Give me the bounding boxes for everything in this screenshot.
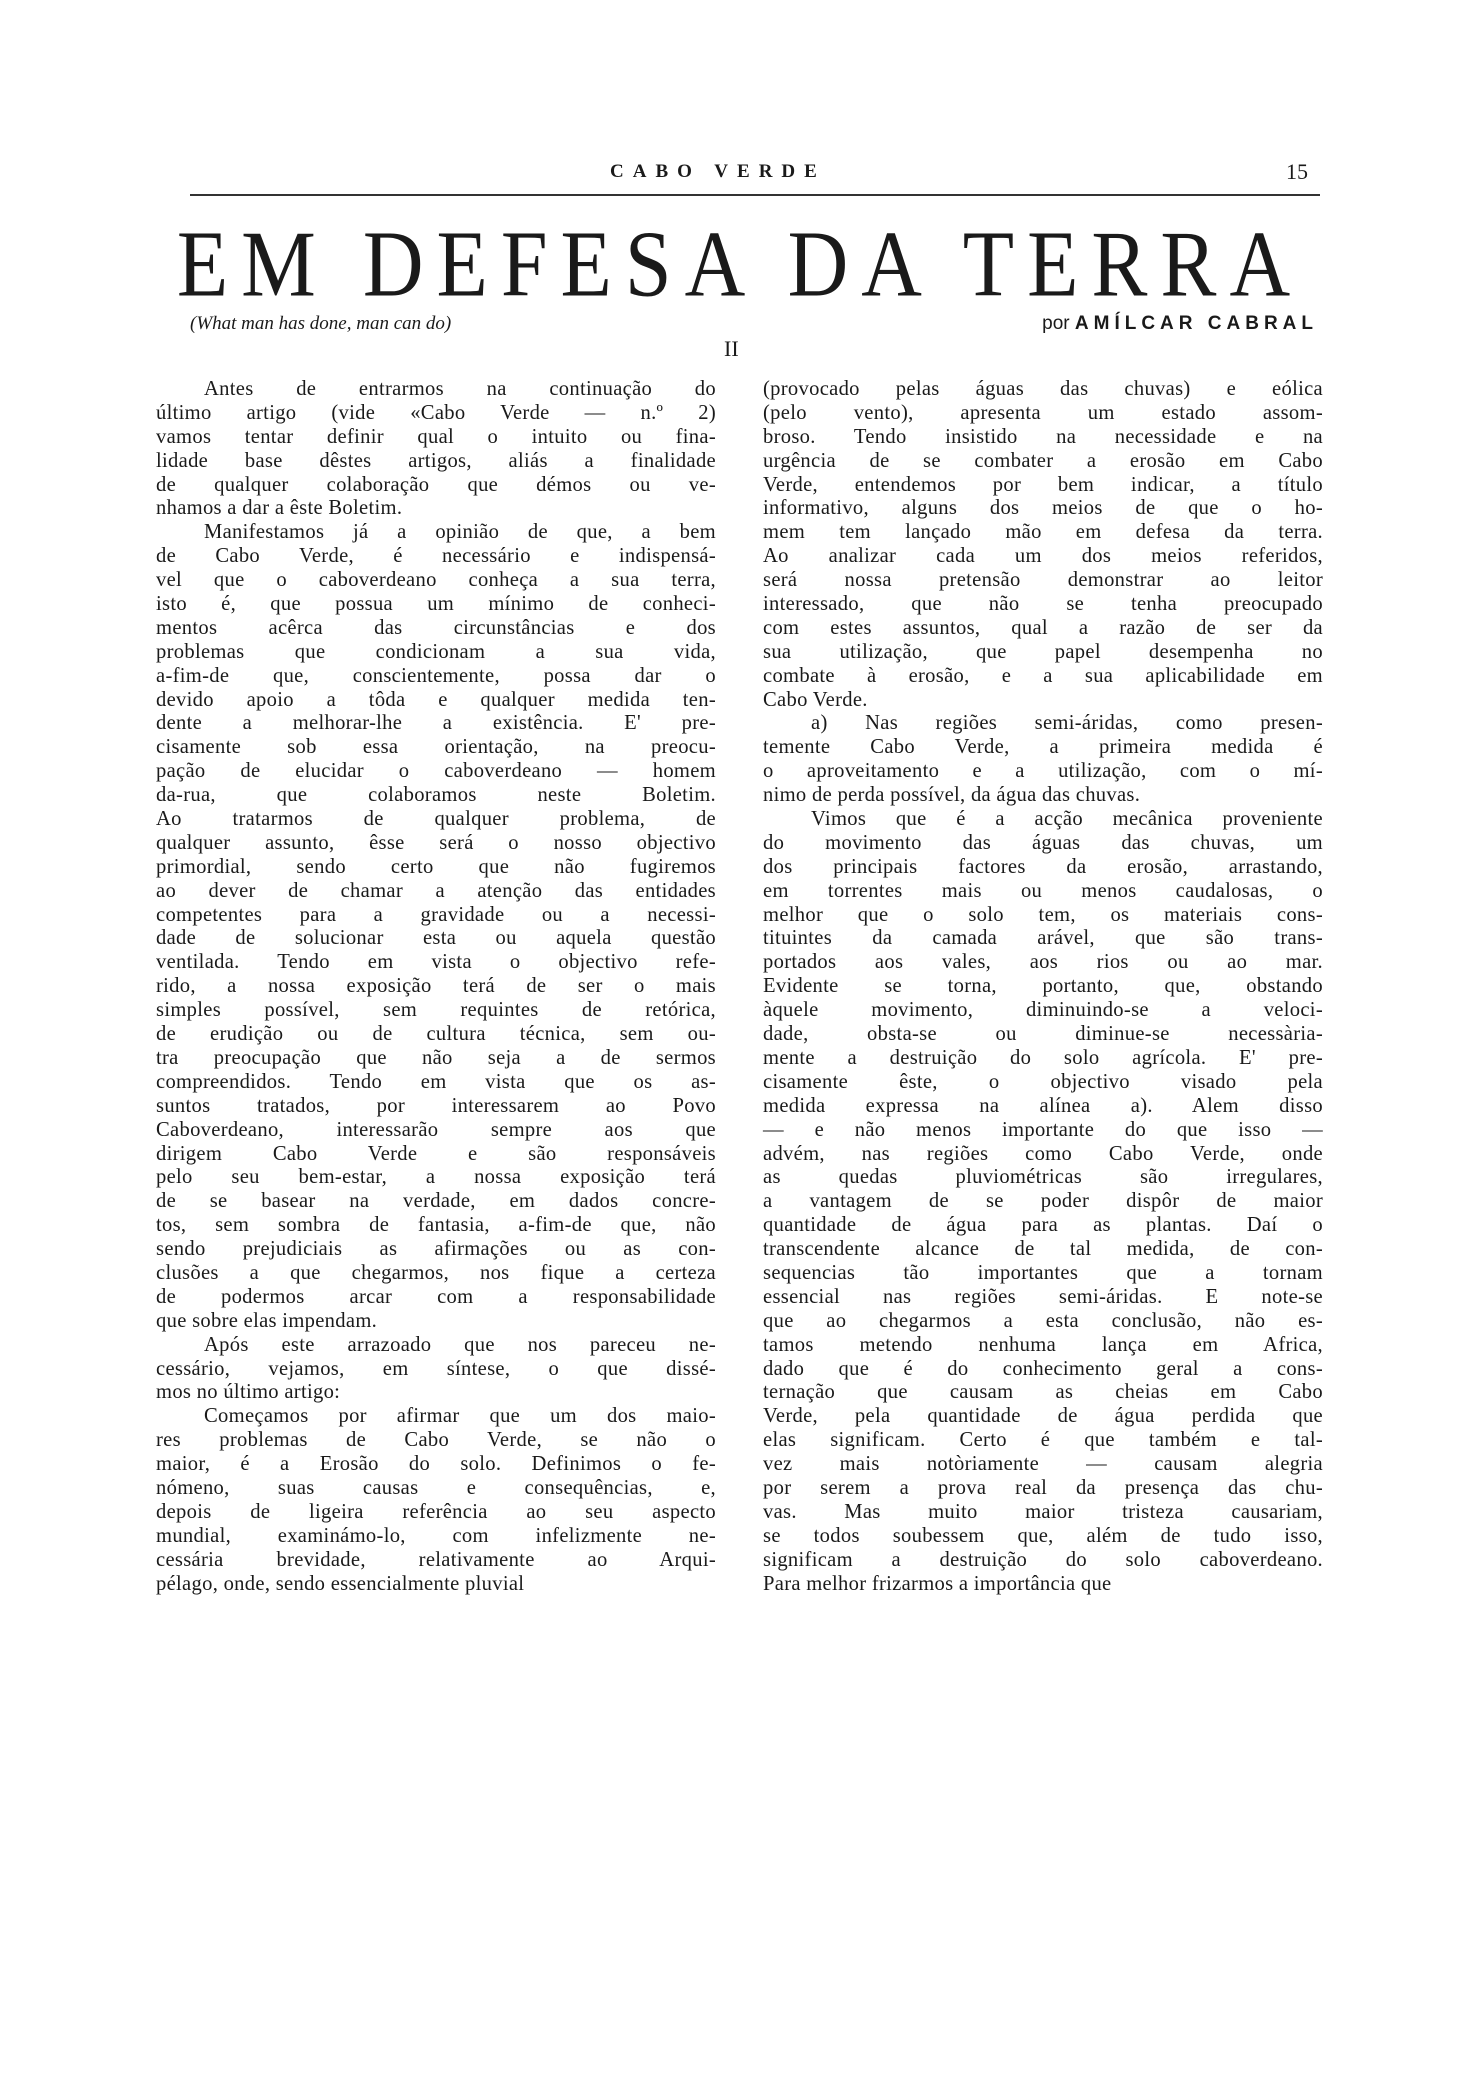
text-line: Antes de entrarmos na continuação do bbox=[204, 378, 716, 400]
page-number: 15 bbox=[1286, 159, 1308, 184]
text-line: interessado, que não se tenha preocupado bbox=[763, 593, 1323, 616]
part-number: II bbox=[724, 336, 739, 361]
text-line: vel que o caboverdeano conheça a sua terra, bbox=[156, 569, 716, 592]
text-line: transcendente alcance de tal medida, de con- bbox=[763, 1238, 1323, 1261]
text-line: que sobre elas impendam. bbox=[156, 1309, 378, 1332]
text-line: medida expressa na alínea a). Alem disso bbox=[763, 1094, 1323, 1117]
text-line: de erudição ou de cultura técnica, sem ou- bbox=[156, 1023, 716, 1046]
text-line: isto é, que possua um mínimo de conheci- bbox=[156, 593, 716, 616]
epigraph: (What man has done, man can do) bbox=[190, 313, 452, 334]
text-line: por serem a prova real da presença das chu- bbox=[763, 1476, 1323, 1499]
text-line: combate à erosão, e a sua aplicabilidade em bbox=[763, 664, 1323, 687]
text-line: a) Nas regiões semi-áridas, como presen- bbox=[811, 712, 1323, 735]
text-line: vez mais notòriamente — causam alegria bbox=[763, 1453, 1323, 1476]
text-line: Ao analizar cada um dos meios referidos, bbox=[763, 545, 1323, 568]
text-line: do movimento das águas das chuvas, um bbox=[763, 831, 1323, 854]
text-line: Cabo Verde. bbox=[763, 688, 868, 711]
text-line: ao dever de chamar a atenção das entidades bbox=[156, 879, 716, 902]
text-line: o aproveitamento e a utilização, com o mí- bbox=[763, 760, 1323, 783]
text-line: tra preocupação que não seja a de sermos bbox=[156, 1046, 716, 1069]
text-line: (provocado pelas águas das chuvas) e eólica bbox=[763, 378, 1323, 400]
text-line: pação de elucidar o caboverdeano — homem bbox=[156, 760, 716, 783]
text-line: — e não menos importante do que isso — bbox=[763, 1118, 1323, 1141]
text-line: a vantagem de se poder dispôr de maior bbox=[763, 1190, 1323, 1213]
text-line: maior, é a Erosão do solo. Definimos o fe- bbox=[156, 1453, 716, 1476]
header-rule bbox=[190, 194, 1320, 196]
text-line: cisamente êste, o objectivo visado pela bbox=[763, 1070, 1323, 1093]
text-line: tituintes da camada arável, que são trans- bbox=[763, 927, 1323, 950]
text-line: broso. Tendo insistido na necessidade e na bbox=[763, 425, 1323, 448]
text-line: vamos tentar definir qual o intuito ou fina- bbox=[156, 425, 716, 448]
running-head bbox=[190, 157, 1320, 191]
text-line: pélago, onde, sendo essencialmente pluvial bbox=[156, 1572, 525, 1595]
text-line: sua utilização, que papel desempenha no bbox=[763, 640, 1323, 663]
text-line: elas significam. Certo é que também e tal- bbox=[763, 1429, 1323, 1452]
text-line: Começamos por afirmar que um dos maio- bbox=[204, 1405, 716, 1428]
text-line: Ao tratarmos de qualquer problema, de bbox=[156, 808, 716, 831]
text-line: devido apoio a tôda e qualquer medida ten- bbox=[156, 688, 716, 711]
text-line: dos principais factores da erosão, arrastando, bbox=[763, 855, 1323, 878]
byline-prefix: por bbox=[1042, 313, 1070, 334]
text-line: nimo de perda possível, da água das chuvas. bbox=[763, 784, 1141, 807]
text-line: (pelo vento), apresenta um estado assom- bbox=[763, 401, 1323, 424]
text-line: depois de ligeira referência ao seu aspecto bbox=[156, 1500, 716, 1523]
text-line: temente Cabo Verde, a primeira medida é bbox=[763, 736, 1323, 759]
text-line: problemas que condicionam a sua vida, bbox=[156, 640, 716, 663]
text-line: dirigem Cabo Verde e são responsáveis bbox=[156, 1142, 716, 1165]
text-line: nhamos a dar a êste Boletim. bbox=[156, 497, 403, 520]
text-line: dente a melhorar-lhe a existência. E' pre- bbox=[156, 712, 716, 735]
text-line: ternação que causam as cheias em Cabo bbox=[763, 1381, 1323, 1404]
text-line: Vimos que é a acção mecânica proveniente bbox=[811, 808, 1323, 831]
text-line: de Cabo Verde, é necessário e indispensá- bbox=[156, 545, 716, 568]
text-line: significam a destruição do solo caboverdeano. bbox=[763, 1548, 1323, 1571]
text-line: Manifestamos já a opinião de que, a bem bbox=[204, 521, 716, 544]
text-line: Após este arrazoado que nos pareceu ne- bbox=[204, 1333, 716, 1356]
text-line: Verde, entendemos por bem indicar, a título bbox=[763, 473, 1323, 496]
text-line: res problemas de Cabo Verde, se não o bbox=[156, 1429, 716, 1452]
text-line: quantidade de água para as plantas. Daí o bbox=[763, 1214, 1323, 1237]
text-line: essencial nas regiões semi-áridas. E note-se bbox=[763, 1285, 1323, 1308]
text-line: sendo prejudiciais as afirmações ou as con- bbox=[156, 1238, 716, 1261]
text-line: de qualquer colaboração que démos ou ve- bbox=[156, 473, 716, 496]
text-line: será nossa pretensão demonstrar ao leitor bbox=[763, 569, 1323, 592]
author-name: AMÍLCAR CABRAL bbox=[1074, 313, 1318, 334]
text-line: suntos tratados, por interessarem ao Povo bbox=[156, 1094, 716, 1117]
text-line: as quedas pluviométricas são irregulares, bbox=[763, 1166, 1323, 1189]
text-line: mente a destruição do solo agrícola. E' pre- bbox=[763, 1046, 1323, 1069]
text-line: clusões a que chegarmos, nos fique a certeza bbox=[156, 1261, 716, 1284]
text-line: mos no último artigo: bbox=[156, 1381, 341, 1404]
text-line: sequencias tão importantes que a tornam bbox=[763, 1261, 1323, 1284]
text-line: urgência de se combater a erosão em Cabo bbox=[763, 449, 1323, 472]
left-column bbox=[156, 378, 716, 1596]
text-line: àquele movimento, diminuindo-se a veloci- bbox=[763, 999, 1323, 1022]
text-line: mem tem lançado mão em defesa da terra. bbox=[763, 521, 1323, 544]
running-title: CABO VERDE bbox=[610, 161, 826, 182]
byline bbox=[1042, 313, 1318, 335]
text-line: de se basear na verdade, em dados concre- bbox=[156, 1190, 716, 1213]
text-line: que ao chegarmos a esta conclusão, não es- bbox=[763, 1309, 1323, 1332]
text-line: Verde, pela quantidade de água perdida que bbox=[763, 1405, 1323, 1428]
text-line: nómeno, suas causas e consequências, e, bbox=[156, 1476, 716, 1499]
text-line: portados aos vales, aos rios ou ao mar. bbox=[763, 951, 1323, 974]
text-line: cessário, vejamos, em síntese, o que dissé- bbox=[156, 1357, 716, 1380]
text-line: ventilada. Tendo em vista o objectivo refe- bbox=[156, 951, 716, 974]
text-line: qualquer assunto, êsse será o nosso objectivo bbox=[156, 831, 716, 854]
text-line: Caboverdeano, interessarão sempre aos que bbox=[156, 1118, 716, 1141]
text-line: Para melhor frizarmos a importância que bbox=[763, 1572, 1112, 1595]
text-line: mentos acêrca das circunstâncias e dos bbox=[156, 616, 716, 639]
text-line: vas. Mas muito maior tristeza causariam, bbox=[763, 1500, 1323, 1523]
article-title: EM DEFESA DA TERRA bbox=[176, 212, 1304, 317]
text-line: a-fim-de que, conscientemente, possa dar o bbox=[156, 664, 716, 687]
text-line: competentes para a gravidade ou a necessi- bbox=[156, 903, 716, 926]
text-line: último artigo (vide «Cabo Verde — n.º 2) bbox=[156, 401, 716, 424]
text-line: tamos metendo nenhuma lança em Africa, bbox=[763, 1333, 1323, 1356]
text-line: com estes assuntos, qual a razão de ser da bbox=[763, 616, 1323, 639]
text-line: Evidente se torna, portanto, que, obstando bbox=[763, 975, 1323, 998]
text-line: cessária brevidade, relativamente ao Arqui- bbox=[156, 1548, 716, 1571]
text-line: da-rua, que colaboramos neste Boletim. bbox=[156, 784, 716, 807]
text-line: em torrentes mais ou menos caudalosas, o bbox=[763, 879, 1323, 902]
text-line: informativo, alguns dos meios de que o ho- bbox=[763, 497, 1323, 520]
text-line: advém, nas regiões como Cabo Verde, onde bbox=[763, 1142, 1323, 1165]
text-line: dado que é do conhecimento geral a cons- bbox=[763, 1357, 1323, 1380]
text-line: tos, sem sombra de fantasia, a-fim-de que, não bbox=[156, 1214, 716, 1237]
text-line: simples possível, sem requintes de retórica, bbox=[156, 999, 716, 1022]
text-line: compreendidos. Tendo em vista que os as- bbox=[156, 1070, 716, 1093]
text-line: primordial, sendo certo que não fugiremos bbox=[156, 855, 716, 878]
text-line: dade, obsta-se ou diminue-se necessària- bbox=[763, 1023, 1323, 1046]
text-line: de podermos arcar com a responsabilidade bbox=[156, 1285, 716, 1308]
text-line: lidade base dêstes artigos, aliás a finalidade bbox=[156, 449, 716, 472]
text-line: pelo seu bem-estar, a nossa exposição terá bbox=[156, 1166, 716, 1189]
text-line: melhor que o solo tem, os materiais cons- bbox=[763, 903, 1323, 926]
text-line: cisamente sob essa orientação, na preocu- bbox=[156, 736, 716, 759]
right-column bbox=[763, 378, 1323, 1596]
text-line: rido, a nossa exposição terá de ser o mais bbox=[156, 975, 716, 998]
text-line: se todos soubessem que, além de tudo isso, bbox=[763, 1524, 1323, 1547]
text-line: dade de solucionar esta ou aquela questão bbox=[156, 927, 716, 950]
text-line: mundial, examinámo-lo, com infelizmente ne- bbox=[156, 1524, 716, 1547]
